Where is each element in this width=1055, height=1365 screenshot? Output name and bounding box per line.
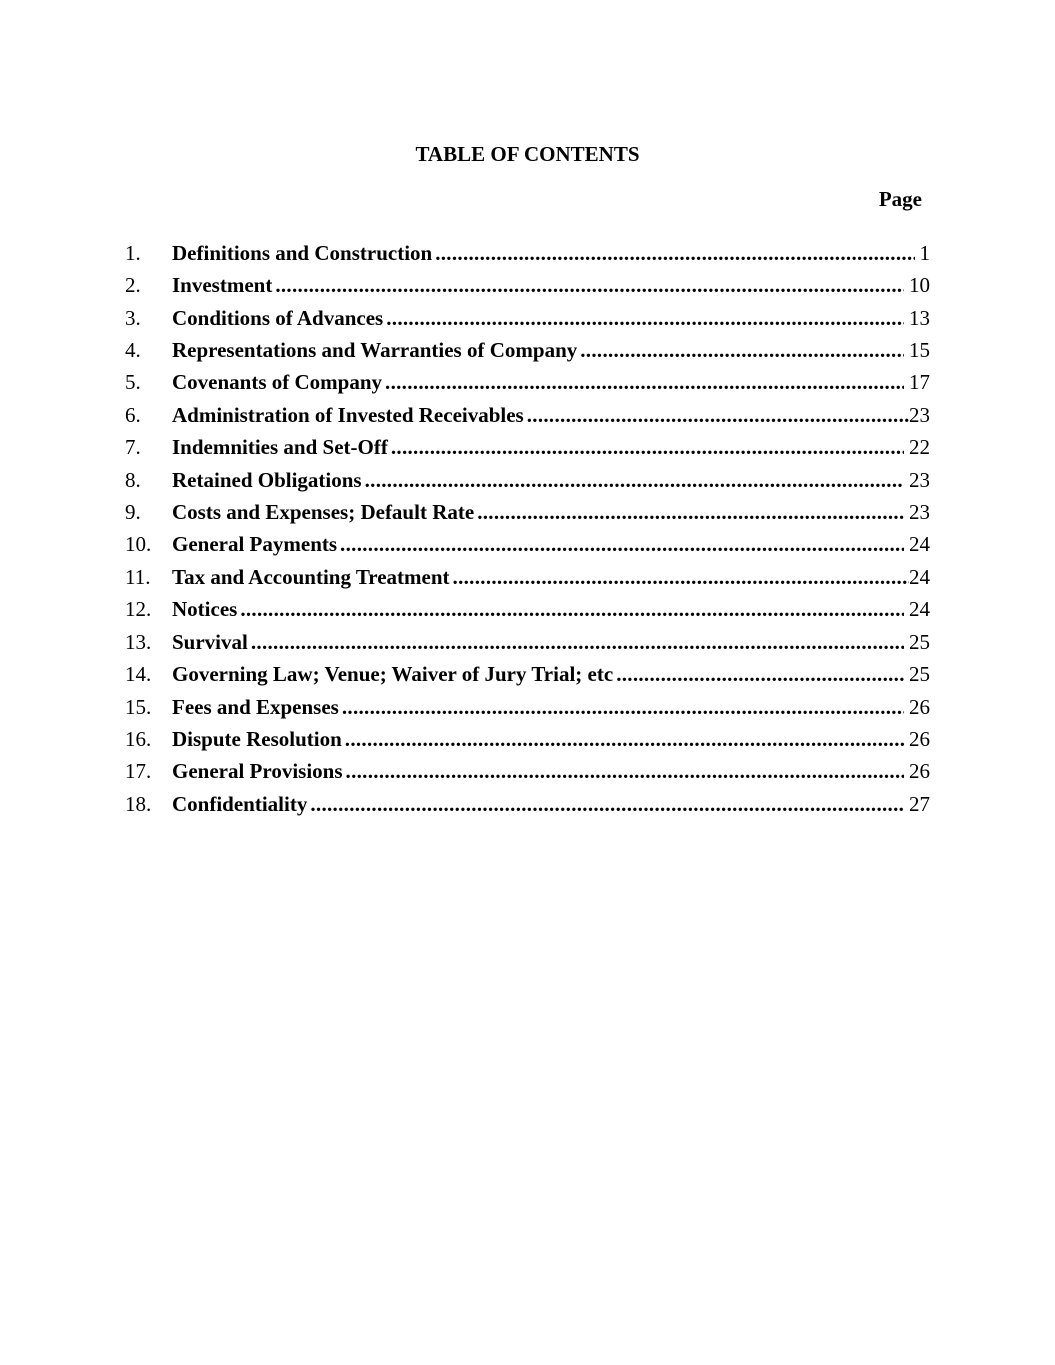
toc-entry [125,399,930,431]
toc-entry-page-number: 25 [909,629,930,654]
toc-entry-page-number: 24 [909,532,930,557]
toc-entry-number: 8. [125,467,141,492]
toc-leader-dots [613,658,904,690]
toc-entry-title: Administration of Invested Receivables [172,402,524,427]
toc-entry-title: Covenants of Company [172,370,383,395]
toc-entry [125,788,930,820]
toc-entry [125,464,930,496]
toc-entry-title: Governing Law; Venue; Waiver of Jury Trial; etc [172,662,614,687]
document-title: TABLE OF CONTENTS [415,142,640,166]
toc-entry-number: 10. [125,532,152,557]
toc-leader-dots [307,788,904,820]
toc-entry-page-number: 26 [909,759,930,784]
toc-entry-number: 15. [125,694,152,719]
toc-entry-page-number: 26 [909,694,930,719]
toc-leader-dots [339,691,904,723]
toc-entry-page-number: 1 [919,240,930,265]
toc-entry [125,334,930,366]
toc-entry [125,626,930,658]
toc-leader-dots [248,626,904,658]
toc-entry-page-number: 23 [909,402,930,427]
toc-entry-title: Confidentiality [172,791,308,816]
toc-entry-title: General Provisions [172,759,343,784]
toc-entry-number: 5. [125,370,141,395]
page-column-header: Page [878,187,922,212]
toc-entry-page-number: 25 [909,662,930,687]
toc-entry-page-number: 10 [909,273,930,298]
toc-leader-dots [432,237,914,269]
toc-entry-number: 13. [125,629,152,654]
toc-leader-dots [388,431,904,463]
toc-entry-number: 1. [125,240,141,265]
toc-entry-title: Dispute Resolution [172,726,342,751]
toc-entry [125,561,930,593]
toc-entry-title: Investment [172,273,273,298]
toc-entry [125,723,930,755]
toc-entry-title: General Payments [172,532,338,557]
toc-entry [125,431,930,463]
toc-entry-page-number: 24 [909,564,930,589]
toc-leader-dots [337,528,904,560]
toc-leader-dots [450,561,909,593]
toc-entry [125,496,930,528]
toc-entry-title: Tax and Accounting Treatment [172,564,450,589]
toc-entry-title: Conditions of Advances [172,305,384,330]
toc-entry-page-number: 13 [909,305,930,330]
toc-entry-title: Representations and Warranties of Company [172,338,578,363]
toc-entry-page-number: 15 [909,338,930,363]
toc-entry-number: 11. [125,564,151,589]
toc-entry-page-number: 27 [909,791,930,816]
toc-list [125,237,930,820]
toc-leader-dots [474,496,904,528]
toc-entry-title: Retained Obligations [172,467,362,492]
toc-entry-number: 17. [125,759,152,784]
toc-entry-number: 2. [125,273,141,298]
toc-entry-number: 12. [125,597,152,622]
toc-leader-dots [524,399,909,431]
toc-entry-number: 18. [125,791,152,816]
toc-entry-number: 7. [125,435,141,460]
toc-entry-page-number: 23 [909,467,930,492]
toc-entry-title: Survival [172,629,248,654]
toc-entry-page-number: 24 [909,597,930,622]
toc-entry-title: Fees and Expenses [172,694,339,719]
toc-entry-number: 6. [125,402,141,427]
toc-leader-dots [382,366,904,398]
toc-entry-page-number: 26 [909,726,930,751]
toc-entry [125,658,930,690]
toc-entry-number: 16. [125,726,152,751]
toc-leader-dots [362,464,904,496]
toc-entry-title: Notices [172,597,238,622]
toc-entry-number: 14. [125,662,152,687]
toc-entry-number: 9. [125,500,141,525]
toc-entry [125,593,930,625]
toc-entry-page-number: 23 [909,500,930,525]
toc-entry [125,691,930,723]
toc-entry [125,755,930,787]
toc-entry-title: Costs and Expenses; Default Rate [172,500,475,525]
toc-leader-dots [342,723,904,755]
toc-entry [125,528,930,560]
toc-entry-number: 3. [125,305,141,330]
toc-leader-dots [237,593,904,625]
toc-entry [125,366,930,398]
toc-leader-dots [343,755,904,787]
toc-leader-dots [383,302,904,334]
toc-leader-dots [577,334,904,366]
toc-entry [125,269,930,301]
toc-entry-title: Definitions and Construction [172,240,433,265]
toc-entry [125,302,930,334]
toc-entry [125,237,930,269]
toc-leader-dots [272,269,904,301]
toc-entry-page-number: 22 [909,435,930,460]
toc-entry-title: Indemnities and Set-Off [172,435,388,460]
toc-entry-number: 4. [125,338,141,363]
toc-entry-page-number: 17 [909,370,930,395]
